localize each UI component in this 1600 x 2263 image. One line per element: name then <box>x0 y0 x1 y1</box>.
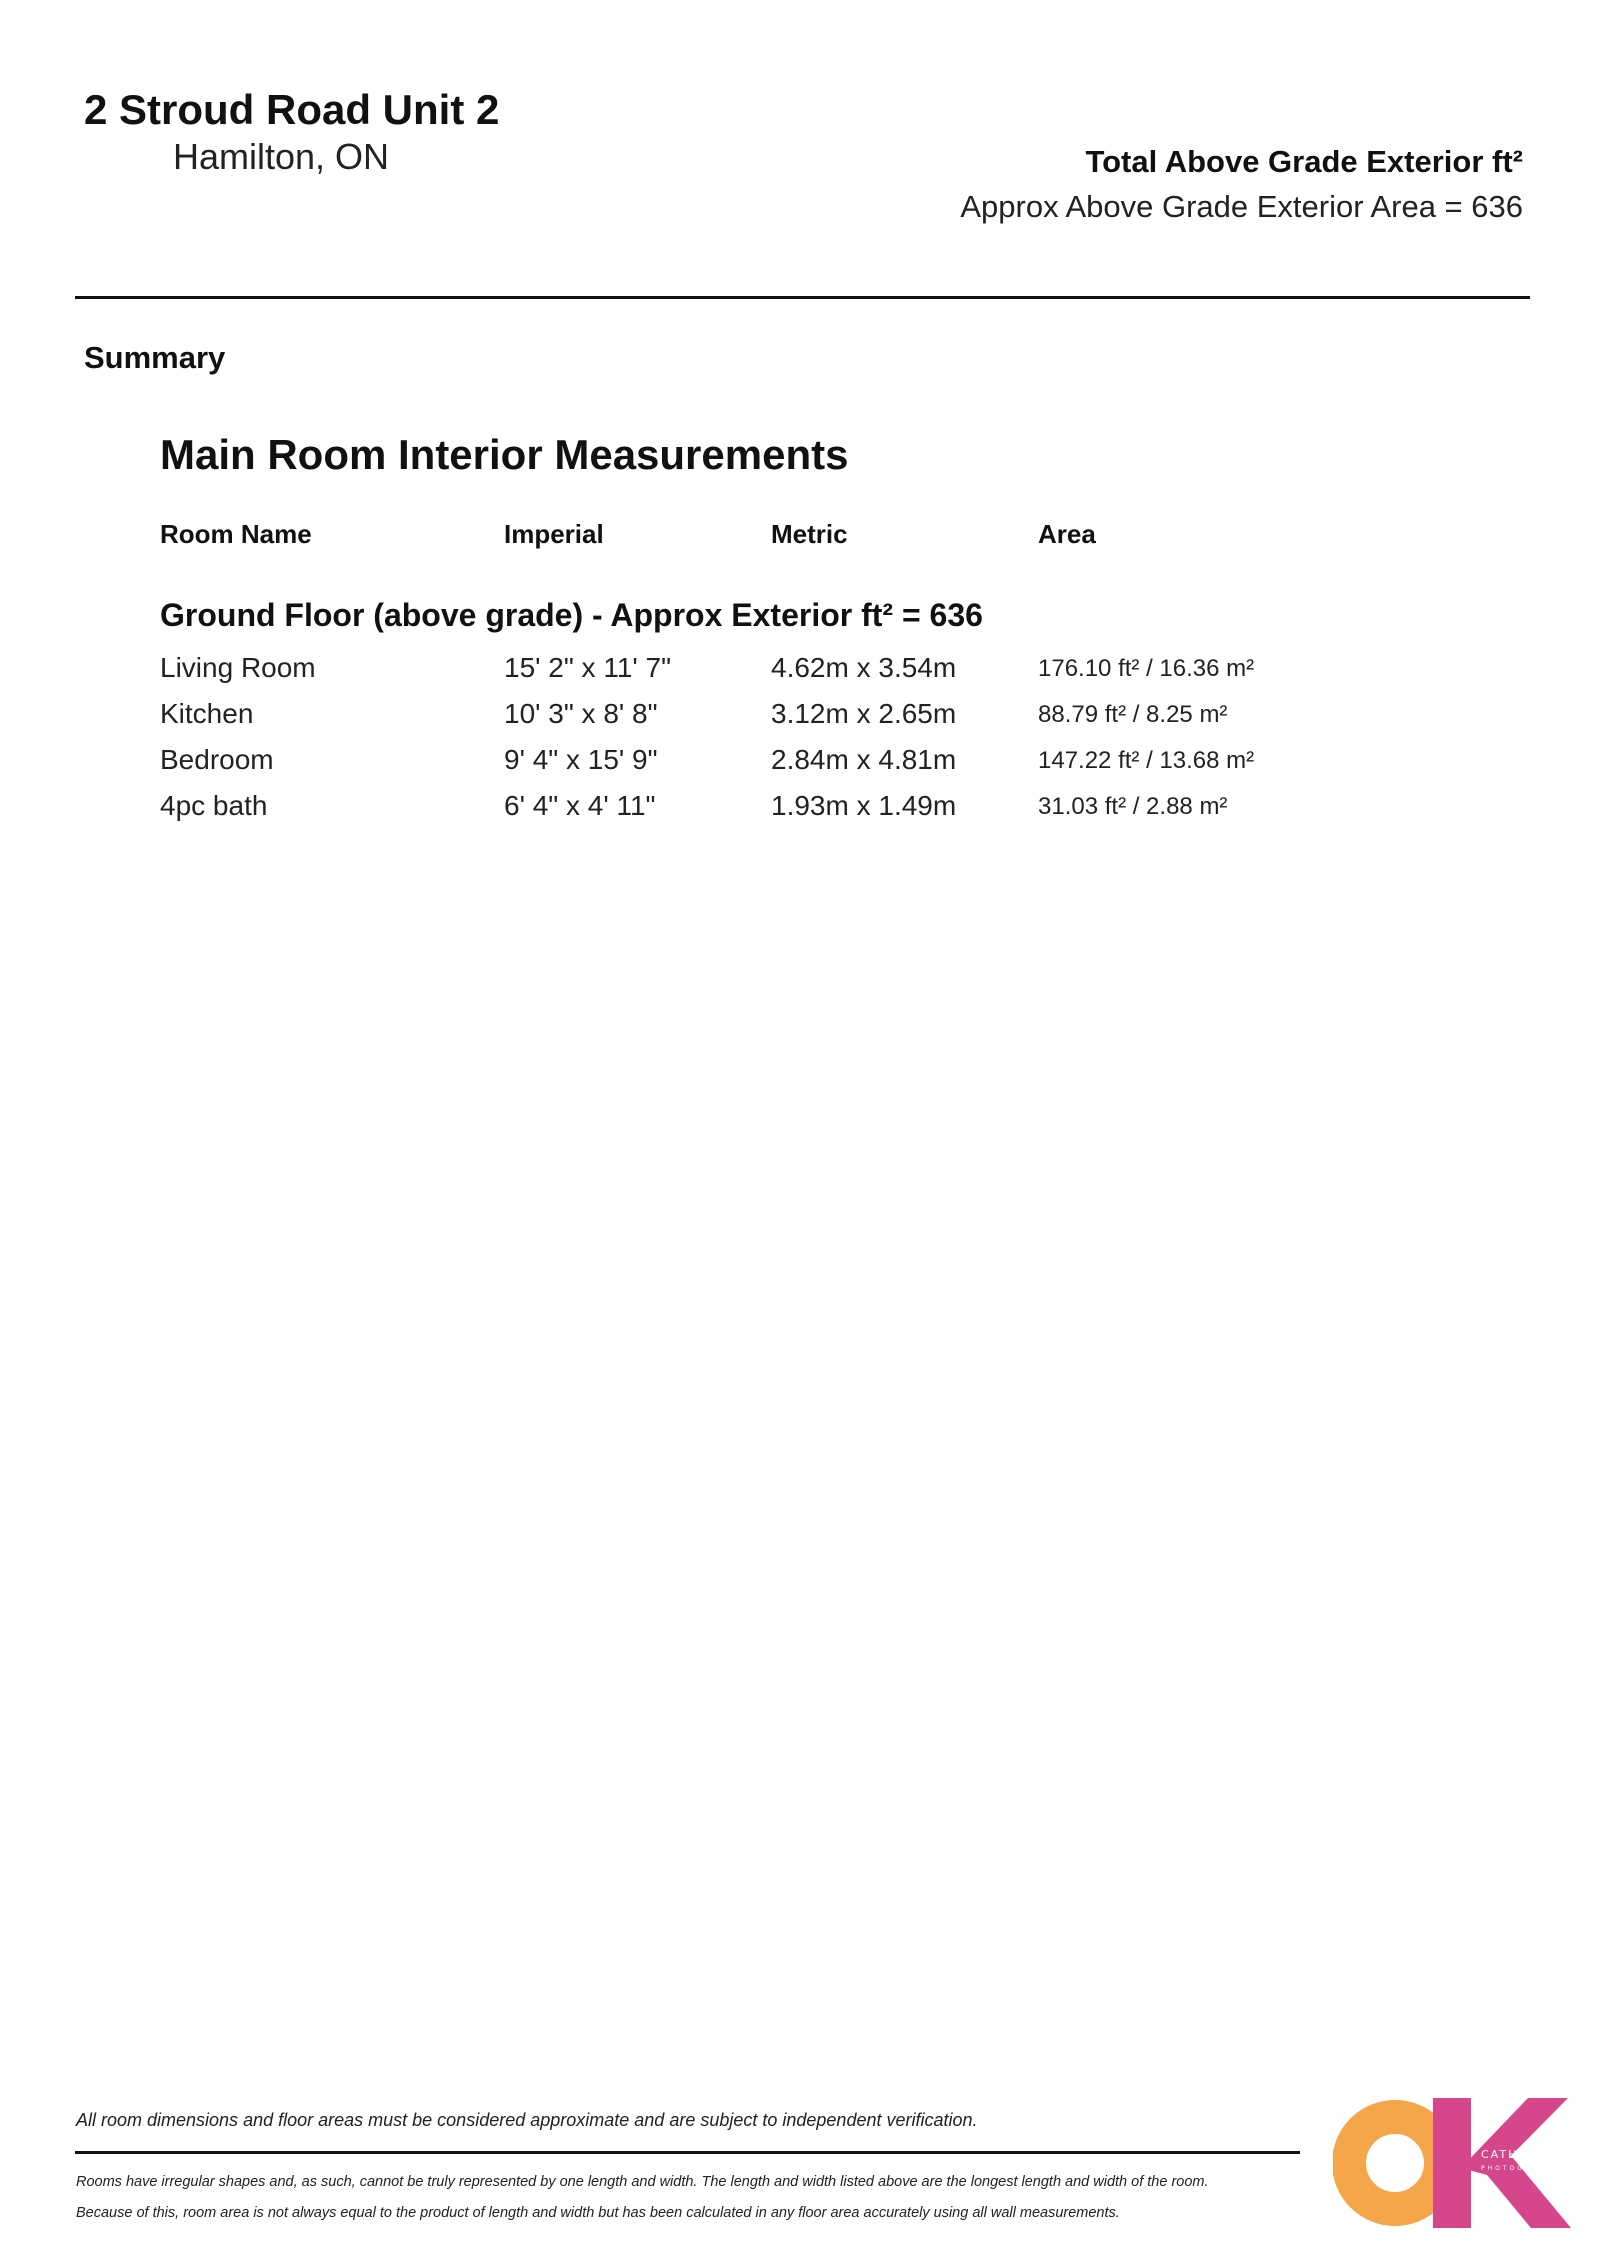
logo-text-line2: PHOTOGRAPHY <box>1481 2165 1560 2172</box>
logo-text-line1: CATHY KOOP <box>1481 2148 1572 2161</box>
room-area: 31.03 ft² / 2.88 m² <box>1038 793 1228 820</box>
room-metric: 3.12m x 2.65m <box>771 698 957 729</box>
table-row <box>160 698 1260 744</box>
room-imperial: 10' 3" x 8' 8" <box>504 698 658 729</box>
rooms-table <box>160 652 1260 836</box>
ok-logo-icon <box>1333 2098 1573 2228</box>
room-name: Bedroom <box>160 744 274 775</box>
room-metric: 4.62m x 3.54m <box>771 652 957 683</box>
property-city: Hamilton, ON <box>173 136 390 177</box>
property-address: 2 Stroud Road Unit 2 <box>84 86 500 133</box>
room-imperial: 15' 2" x 11' 7" <box>504 652 672 683</box>
column-header-imperial: Imperial <box>504 519 604 549</box>
header-divider <box>75 296 1530 299</box>
footer-divider <box>75 2151 1300 2154</box>
room-area: 88.79 ft² / 8.25 m² <box>1038 701 1228 728</box>
room-imperial: 9' 4" x 15' 9" <box>504 744 658 775</box>
total-area-value: Approx Above Grade Exterior Area = 636 <box>960 189 1523 224</box>
column-header-room-name: Room Name <box>160 519 312 549</box>
table-row <box>160 790 1260 836</box>
floor-heading: Ground Floor (above grade) - Approx Exterior ft² = 636 <box>160 597 983 633</box>
measurement-note-line2: Because of this, room area is not always equal to the product of length and width but has been calculated in any floor area accurately using all wall measurements. <box>76 2205 1120 2221</box>
table-row <box>160 652 1260 698</box>
room-metric: 2.84m x 4.81m <box>771 744 957 775</box>
disclaimer-text: All room dimensions and floor areas must be considered approximate and are subject to independent verification. <box>76 2110 978 2130</box>
room-name: 4pc bath <box>160 790 268 821</box>
measurement-note-line1: Rooms have irregular shapes and, as such, cannot be truly represented by one length and width. The length and width listed above are the longest length and width of the room. <box>76 2174 1209 2190</box>
room-area: 147.22 ft² / 13.68 m² <box>1038 747 1255 774</box>
room-name: Living Room <box>160 652 316 683</box>
table-row <box>160 744 1260 790</box>
column-header-metric: Metric <box>771 519 848 549</box>
room-metric: 1.93m x 1.49m <box>771 790 957 821</box>
section-heading: Main Room Interior Measurements <box>160 431 849 478</box>
column-header-area: Area <box>1038 519 1096 549</box>
room-name: Kitchen <box>160 698 254 729</box>
summary-label: Summary <box>84 340 226 375</box>
room-imperial: 6' 4" x 4' 11" <box>504 790 656 821</box>
room-area: 176.10 ft² / 16.36 m² <box>1038 655 1255 682</box>
total-area-title: Total Above Grade Exterior ft² <box>1085 144 1523 179</box>
